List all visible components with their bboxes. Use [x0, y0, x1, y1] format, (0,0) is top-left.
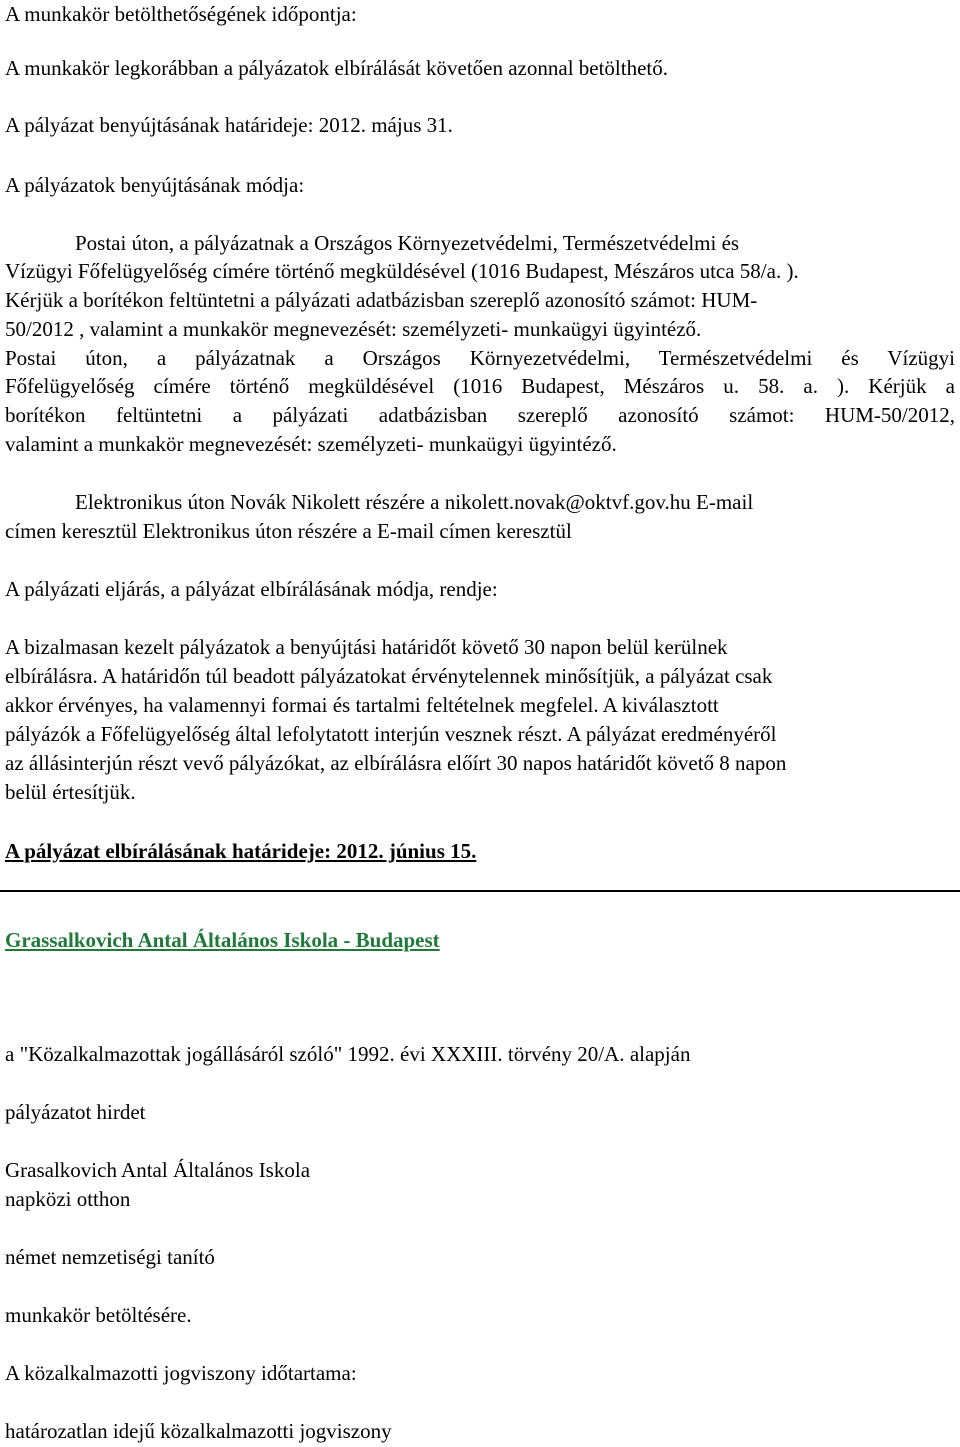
section-heading: A pályázati eljárás, a pályázat elbírálásának módja, rendje: — [5, 577, 498, 601]
text-line: német nemzetiségi tanító — [5, 1245, 215, 1269]
employer-title-line — [5, 926, 955, 954]
text-line: A pályázat benyújtásának határideje: 2012. május 31. — [5, 113, 453, 137]
text-line: A pályázatok benyújtásának módja: — [5, 173, 305, 197]
text-span: alapján — [629, 1042, 691, 1066]
text-line: elbírálásra. A határidőn túl beadott pályázatokat érvénytelennek minősítjük, a pályázat csak — [5, 664, 773, 688]
text-line: A közalkalmazotti jogviszony időtartama: — [5, 1361, 357, 1385]
horizontal-divider — [0, 890, 960, 892]
text-line: belül értesítjük. — [5, 780, 136, 804]
evaluation-deadline: A pályázat elbírálásának határideje: 2012. június 15. — [5, 839, 477, 863]
text-line: határozatlan idejű közalkalmazotti jogviszony — [5, 1419, 392, 1443]
text-line: Vízügyi Főfelügyelőség címére történő megküldésével (1016 Budapest, Mészáros utca 58/a. ). — [5, 259, 799, 283]
text-line: Postai úton, a pályázatnak a Országos Környezetvédelmi, Természetvédelmi és Vízügyi — [5, 346, 955, 370]
text-line: pályázók a Főfelügyelőség által lefolytatott interjún vesznek részt. A pályázat eredményéről — [5, 722, 777, 746]
text-line — [5, 315, 955, 343]
text-line — [5, 229, 955, 257]
text-line: Kérjük a borítékon feltüntetni a pályázati adatbázisban szereplő azonosító számot: HUM- — [5, 288, 758, 312]
text-span: 50/2012 , valamint a munkakör megnevezését: személyzeti- munkaügyi ügyintéző. — [5, 317, 702, 341]
employer-link[interactable]: Grassalkovich Antal Általános Iskola - Budapest — [5, 928, 440, 952]
text-line: pályázatot hirdet — [5, 1100, 146, 1124]
text-span: Elektronikus úton Novák Nikolett részére a nikolett.novak@oktvf.gov.hu E-mail — [75, 490, 754, 514]
text-line: munkakör betöltésére. — [5, 1303, 192, 1327]
text-line: borítékon feltüntetni a pályázati adatbázisban szereplő azonosító számot: HUM-50/2012, — [5, 403, 955, 427]
text-line — [5, 488, 955, 516]
text-line: A munkakör betölthetőségének időpontja: — [5, 2, 357, 26]
text-line: címen keresztül Elektronikus úton részére a E-mail címen keresztül — [5, 519, 572, 543]
text-line: A bizalmasan kezelt pályázatok a benyújtási határidőt követő 30 napon belül kerülnek — [5, 635, 728, 659]
text-line: A munkakör legkorábban a pályázatok elbírálását követően azonnal betölthető. — [5, 56, 669, 80]
text-span: a "Közalkalmazottak jogállásáról szóló" 1992. évi XXXIII. törvény 20/A. — [5, 1042, 625, 1066]
text-line: az állásinterjún részt vevő pályázókat, az elbírálásra előírt 30 napos határidőt követő 8 napon — [5, 751, 787, 775]
text-line: Főfelügyelőség címére történő megküldésével (1016 Budapest, Mészáros u. 58. a. ). Kérjük a — [5, 374, 955, 398]
text-line: napközi otthon — [5, 1187, 131, 1211]
text-line — [5, 1040, 955, 1068]
text-line: akkor érvényes, ha valamennyi formai és tartalmi feltételnek megfelel. A kiválasztott — [5, 693, 719, 717]
text-line: Grasalkovich Antal Általános Iskola — [5, 1158, 311, 1182]
text-span: Postai úton, a pályázatnak a Országos Környezetvédelmi, Természetvédelmi és — [75, 231, 740, 255]
text-line: valamint a munkakör megnevezését: személyzeti- munkaügyi ügyintéző. — [5, 432, 617, 456]
